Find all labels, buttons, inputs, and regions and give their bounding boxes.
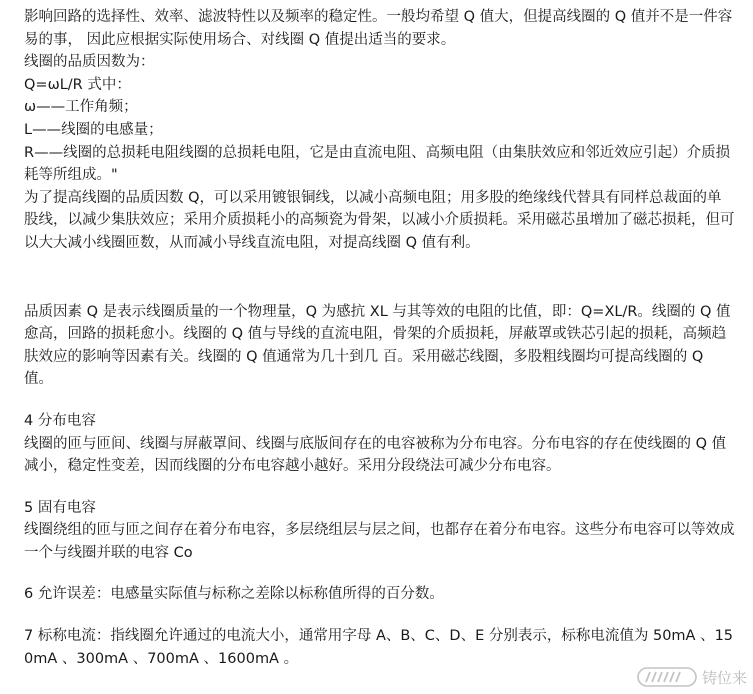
paragraph-quality-factor-heading: 线圈的品质因数为：: [24, 54, 155, 71]
spacer: [24, 478, 736, 497]
spacer: [24, 255, 736, 301]
spacer: [24, 564, 736, 583]
section-4-body: 线圈的匝与匝间、线圈与屏蔽罩间、线圈与底版间存在的电容被称为分布电容。分布电容的存在使线圈的 Q 值减小，稳定性变差，因而线圈的分布电容越小越好。采用分段绕法可减少分布电容。: [24, 435, 727, 475]
paragraph-formula: Q=ωL/R 式中：: [24, 76, 131, 93]
spacer: [24, 391, 736, 410]
section-5-body: 线圈绕组的匝与匝之间存在着分布电容，多层绕组层与层之间，也都存在着分布电容。这些分布电容可以等效成一个与线圈并联的电容 Co: [24, 522, 735, 561]
document-body: [24, 6, 736, 670]
paragraph-q-stability: 影响回路的选择性、效率、滤波特性以及频率的稳定性。一般均希望 Q 值大，但提高线圈的 Q 值并不是一件容易的事， 因此应根据实际使用场合、对线圈 Q 值提出适当的要求。: [24, 9, 733, 48]
section-5-title: 5 固有电容: [24, 499, 96, 516]
paragraph-improve-q: 为了提高线圈的品质因数 Q，可以采用镀银铜线，以减小高频电阻；用多股的绝缘线代替具有同样总裁面的单股线，以减少集肤效应；采用介质损耗小的高频瓷为骨架，以减小介质损耗。采用磁芯虽增加了磁芯损耗，但可以大大减小线圈匝数，从而减小导线直流电阻，对提高线圈 Q 值有利。: [24, 189, 735, 251]
section-6: 6 允许误差：电感量实际值与标称之差除以标称值所得的百分数。: [24, 586, 444, 603]
paragraph-quality-factor-definition: 品质因素 Q 是表示线圈质量的一个物理量，Q 为感抗 XL 与其等效的电阻的比值，即：Q=XL/R。线圈的 Q 值 愈高，回路的损耗愈小。线圈的 Q 值与导线的直流电阻，骨架的介质损耗，屏蔽罩或铁芯引起的损耗，高频趋肤效应的影响等因素有关。线圈的 Q 值通常为几十到几 百。采用磁芯线圈，多股粗线圈均可提高线圈的 Q 值。: [24, 303, 731, 388]
paragraph-r-definition: R——线圈的总损耗电阻线圈的总损耗电阻，它是由直流电阻、高频电阻（由集肤效应和邻近效应引起）介质损 耗等所组成。": [24, 144, 731, 184]
paragraph-l-definition: L——线圈的电感量；: [24, 121, 163, 138]
section-7: 7 标称电流：指线圈允许通过的电流大小，通常用字母 A、B、C、D、E 分别表示，标称电流值为 50mA 、150mA 、300mA 、700mA 、1600mA 。: [24, 628, 734, 667]
spacer: [24, 606, 736, 625]
paragraph-omega-definition: ω——工作角频；: [24, 99, 138, 116]
site-logo-icon: [636, 666, 698, 688]
section-4-title: 4 分布电容: [24, 412, 96, 429]
watermark-text: 铸位来: [701, 668, 747, 687]
watermark: [636, 666, 747, 688]
